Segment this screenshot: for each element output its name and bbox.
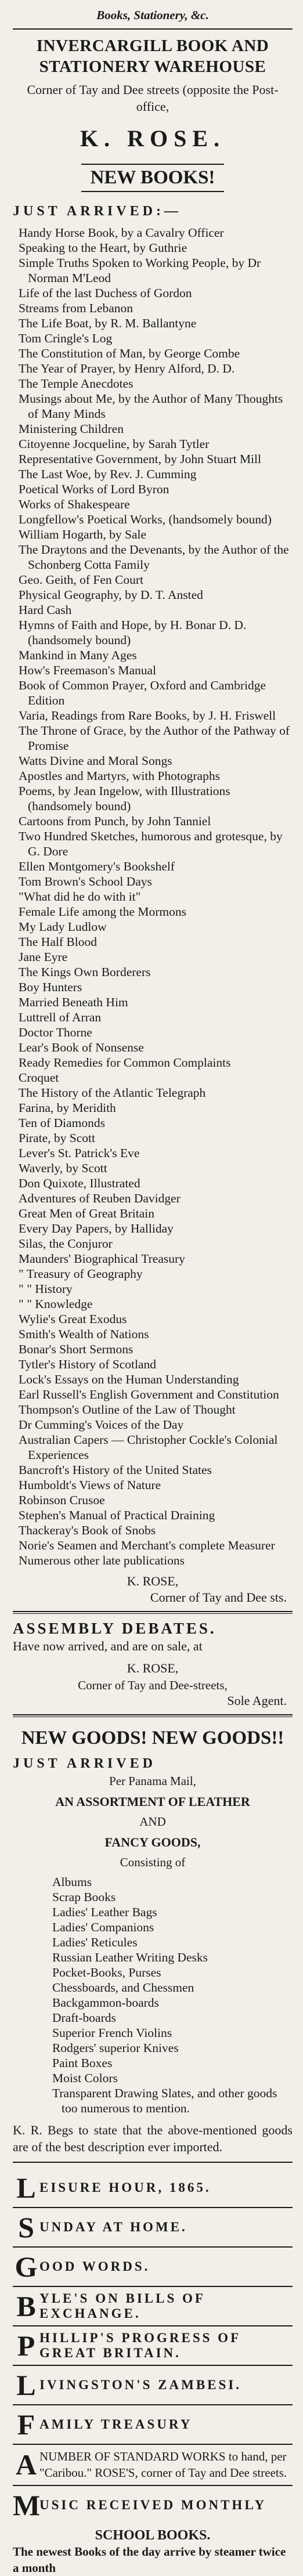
book-item: William Hogarth, by Sale: [19, 528, 147, 542]
assembly-body: Have now arrived, and are on sale, at: [13, 1639, 203, 1654]
periodical-title: AMILY TREASURY: [39, 2417, 193, 2432]
book-item: Ready Remedies for Common Complaints: [19, 1056, 231, 1070]
book-item: Every Day Papers, by Halliday: [19, 1222, 174, 1236]
goods-item: Transparent Drawing Slates, and other goods too numerous to mention.: [52, 2086, 277, 2115]
book-item: Smith's Wealth of Nations: [19, 1327, 149, 1342]
book-item: The Life Boat, by R. M. Ballantyne: [19, 316, 197, 331]
drop-cap: A: [15, 2448, 37, 2481]
book-item: Streams from Lebanon: [19, 301, 134, 316]
book-item: Humboldt's Views of Nature: [19, 1478, 161, 1493]
goods-via: Per Panama Mail,: [109, 1774, 196, 1789]
assembly-debates-title: ASSEMBLY DEBATES.: [13, 1620, 217, 1638]
book-item: Representative Government, by John Stuart Mill: [19, 452, 261, 467]
warehouse-title: INVERCARGILL BOOK AND STATIONERY WAREHOUSE: [36, 37, 269, 77]
goods-item: Pocket-Books, Purses: [52, 1965, 161, 1979]
book-item: Don Quixote, Illustrated: [19, 1176, 140, 1191]
goods-item: Superior French Violins: [52, 2025, 172, 2040]
section-heading: Books, Stationery, &c.: [96, 8, 209, 22]
proprietor-name: K. ROSE.: [80, 125, 226, 151]
book-item: My Lady Ludlow: [19, 920, 107, 934]
book-item: Female Life among the Mormons: [19, 905, 186, 919]
warehouse-address: Corner of Tay and Dee streets (opposite the Post-office,: [27, 82, 279, 114]
book-item: Wylie's Great Exodus: [19, 1312, 127, 1327]
book-item: Hard Cash: [19, 603, 72, 617]
book-item: " " History: [19, 1282, 73, 1296]
drop-cap: G: [15, 2250, 38, 2284]
steamer-notice: The newest Books of the day arrive by steamer twice a month: [13, 2544, 286, 2575]
divider: [13, 28, 293, 30]
periodical-title: HILLIP'S PROGRESS OF GREAT BRITAIN.: [39, 2331, 241, 2361]
book-item: Robinson Crusoe: [19, 1493, 105, 1508]
book-item: Norie's Seamen and Merchant's complete Measurer: [19, 1538, 275, 1553]
book-item: The Half Blood: [19, 935, 97, 949]
book-item: Poems, by Jean Ingelow, with Illustrations (handsomely bound): [19, 784, 230, 814]
book-item: Poetical Works of Lord Byron: [19, 482, 169, 497]
book-item: The Temple Anecdotes: [19, 377, 134, 391]
book-item: The Throne of Grace, by the Author of the Pathway of Promise: [19, 724, 290, 753]
book-item: Tom Cringle's Log: [19, 331, 113, 346]
book-item: Dr Cumming's Voices of the Day: [19, 1418, 184, 1432]
drop-cap: F: [17, 2408, 35, 2441]
book-item: Speaking to the Heart, by Guthrie: [19, 241, 187, 255]
drop-cap: B: [16, 2290, 36, 2323]
periodicals-ads: [13, 2169, 293, 2445]
book-item: Tytler's History of Scotland: [19, 1357, 157, 1372]
book-item: Varia, Readings from Rare Books, by J. H. Friswell: [19, 709, 276, 723]
new-goods-heading: NEW GOODS! NEW GOODS!!: [21, 1728, 284, 1749]
book-item: Citoyenne Jocqueline, by Sarah Tytler: [19, 437, 210, 451]
goods-item: Russian Leather Writing Desks: [52, 1950, 208, 1964]
book-item: Musings about Me, by the Author of Many Thoughts of Many Minds: [19, 392, 283, 421]
book-item: " " Knowledge: [19, 1297, 93, 1312]
book-item: Married Beneath Him: [19, 995, 128, 1010]
book-item: Longfellow's Poetical Works, (handsomely bound): [19, 512, 272, 527]
drop-cap: L: [16, 2172, 36, 2205]
book-item: Tom Brown's School Days: [19, 875, 152, 889]
goods-item: Ladies' Companions: [52, 1920, 154, 1934]
goods-item: Moist Colors: [52, 2071, 118, 2085]
goods-item: Paint Boxes: [52, 2055, 113, 2070]
book-item: Doctor Thorne: [19, 1025, 92, 1040]
book-item: Geo. Geith, of Fen Court: [19, 573, 143, 587]
music-text: USIC RECEIVED MONTHLY: [39, 2497, 267, 2512]
book-item: Mankind in Many Ages: [19, 648, 137, 663]
drop-cap: S: [18, 2211, 34, 2244]
periodical-ad: [13, 2366, 293, 2405]
goods-item: Ladies' Reticules: [52, 1935, 138, 1949]
book-item: The Last Woe, by Rev. J. Cumming: [19, 467, 197, 482]
goods-intro: JUST ARRIVED: [13, 1756, 156, 1772]
book-item: The Constitution of Man, by George Combe: [19, 346, 240, 361]
book-item: Lear's Book of Nonsense: [19, 1040, 144, 1055]
goods-notice: K. R. Begs to state that the above-mentioned goods are of the best description ever imported.: [13, 2122, 293, 2155]
periodical-title: IVINGSTON'S ZAMBESI.: [39, 2378, 241, 2393]
book-item: Stephen's Manual of Practical Draining: [19, 1508, 215, 1523]
book-item: The Year of Prayer, by Henry Alford, D. D.: [19, 362, 235, 376]
book-item: Book of Common Prayer, Oxford and Cambridge Edition: [19, 678, 266, 708]
divider: [13, 1611, 293, 1614]
goods-line4: Consisting of: [120, 1855, 186, 1870]
book-item: Handy Horse Book, by a Cavalry Officer: [19, 226, 224, 240]
assembly-role: Sole Agent.: [227, 1693, 287, 1708]
book-item: Silas, the Conjuror: [19, 1237, 113, 1251]
book-item: Croquet: [19, 1071, 59, 1085]
book-item: Waverly, by Scott: [19, 1161, 107, 1176]
book-item: Great Men of Great Britain: [19, 1206, 155, 1221]
assembly-address: Corner of Tay and Dee-streets,: [78, 1678, 228, 1692]
book-item: Ministering Children: [19, 422, 124, 436]
book-item: Simple Truths Spoken to Working People, by Dr Norman M'Leod: [19, 256, 261, 286]
book-item: Earl Russell's English Government and Constitution: [19, 1388, 279, 1402]
book-item: Two Hundred Sketches, humorous and grotesque, by G. Dore: [19, 829, 283, 859]
periodical-ad: [13, 2326, 293, 2366]
book-item: The History of the Atlantic Telegraph: [19, 1086, 206, 1100]
book-item: Boy Hunters: [19, 980, 82, 995]
goods-line2: AND: [139, 1815, 166, 1829]
periodical-ad: [13, 2169, 293, 2208]
book-item: Pirate, by Scott: [19, 1131, 95, 1146]
book-item: Hymns of Faith and Hope, by H. Bonar D. D. (handsomely bound): [19, 618, 247, 648]
assembly-name: K. ROSE,: [127, 1660, 179, 1675]
goods-item: Draft-boards: [52, 2010, 116, 2025]
book-item: Life of the last Duchess of Gordon: [19, 286, 192, 301]
goods-item: Chessboards, and Chessmen: [52, 1980, 194, 1995]
school-books-heading: SCHOOL BOOKS.: [95, 2527, 211, 2543]
periodical-ad: [13, 2208, 293, 2248]
books-signature-address: Corner of Tay and Dee sts.: [150, 1590, 287, 1605]
book-item: "What did he do with it": [19, 890, 141, 904]
standard-works-ad: [13, 2445, 293, 2486]
book-item: Physical Geography, by D. T. Ansted: [19, 588, 203, 602]
book-item: Ten of Diamonds: [19, 1116, 105, 1130]
book-item: Apostles and Martyrs, with Photographs: [19, 769, 220, 783]
music-ad: [13, 2486, 293, 2524]
book-item: Thackeray's Book of Snobs: [19, 1523, 156, 1538]
book-list: [13, 225, 293, 1568]
book-item: Ellen Montgomery's Bookshelf: [19, 859, 175, 874]
periodical-ad: [13, 2405, 293, 2445]
goods-item: Scrap Books: [52, 1889, 116, 1904]
goods-item: Backgammon-boards: [52, 1995, 159, 2010]
periodical-ad: [13, 2287, 293, 2326]
book-item: Cartoons from Punch, by John Tanniel: [19, 814, 211, 829]
book-item: Australian Capers — Christopher Cockle's Colonial Experiences: [19, 1433, 278, 1462]
divider: [13, 1714, 293, 1717]
book-item: Luttrell of Arran: [19, 1010, 102, 1025]
goods-list: [13, 1874, 293, 2116]
book-item: " Treasury of Geography: [19, 1267, 143, 1281]
book-item: Farina, by Meridith: [19, 1101, 116, 1115]
periodical-title: EISURE HOUR, 1865.: [39, 2180, 211, 2195]
periodical-ad: [13, 2248, 293, 2287]
goods-line3: FANCY GOODS,: [104, 1834, 201, 1849]
book-item: Watts Divine and Moral Songs: [19, 754, 172, 768]
book-item: Thompson's Outline of the Law of Thought: [19, 1403, 236, 1417]
goods-item: Albums: [52, 1874, 92, 1889]
books-signature: K. ROSE,: [127, 1574, 179, 1589]
book-item: Works of Shakespeare: [19, 497, 130, 512]
drop-cap: M: [13, 2488, 41, 2521]
just-arrived-intro: JUST ARRIVED:—: [13, 203, 182, 219]
book-item: Jane Eyre: [19, 950, 68, 964]
book-item: Lock's Essays on the Human Understanding: [19, 1372, 239, 1387]
book-item: The Draytons and the Devenants, by the Author of the Schonberg Cotta Family: [19, 543, 289, 572]
book-item: Adventures of Reuben Davidger: [19, 1191, 181, 1206]
periodical-title: UNDAY AT HOME.: [39, 2220, 187, 2235]
drop-cap: L: [16, 2369, 36, 2402]
goods-item: Ladies' Leather Bags: [52, 1905, 157, 1919]
goods-item: Rodgers' superior Knives: [52, 2040, 179, 2055]
periodical-title: YLE'S ON BILLS OF EXCHANGE.: [39, 2291, 205, 2321]
book-item: Maunders' Biographical Treasury: [19, 1252, 185, 1266]
periodical-title: OOD WORDS.: [39, 2259, 150, 2274]
divider: [13, 2162, 293, 2163]
drop-cap: P: [17, 2329, 35, 2362]
book-item: The Kings Own Borderers: [19, 965, 151, 980]
goods-line1: AN ASSORTMENT OF LEATHER: [55, 1794, 250, 1809]
new-books-heading: NEW BOOKS!: [81, 164, 225, 192]
standard-works-text: NUMBER OF STANDARD WORKS to hand, per "Caribou." ROSE'S, corner of Tay and Dee streets.: [39, 2449, 287, 2480]
book-item: Numerous other late publications: [19, 1553, 185, 1568]
book-item: Lever's St. Patrick's Eve: [19, 1146, 140, 1161]
book-item: Bancroft's History of the United States: [19, 1463, 212, 1477]
book-item: How's Freemason's Manual: [19, 663, 157, 678]
book-item: Bonar's Short Sermons: [19, 1342, 134, 1357]
